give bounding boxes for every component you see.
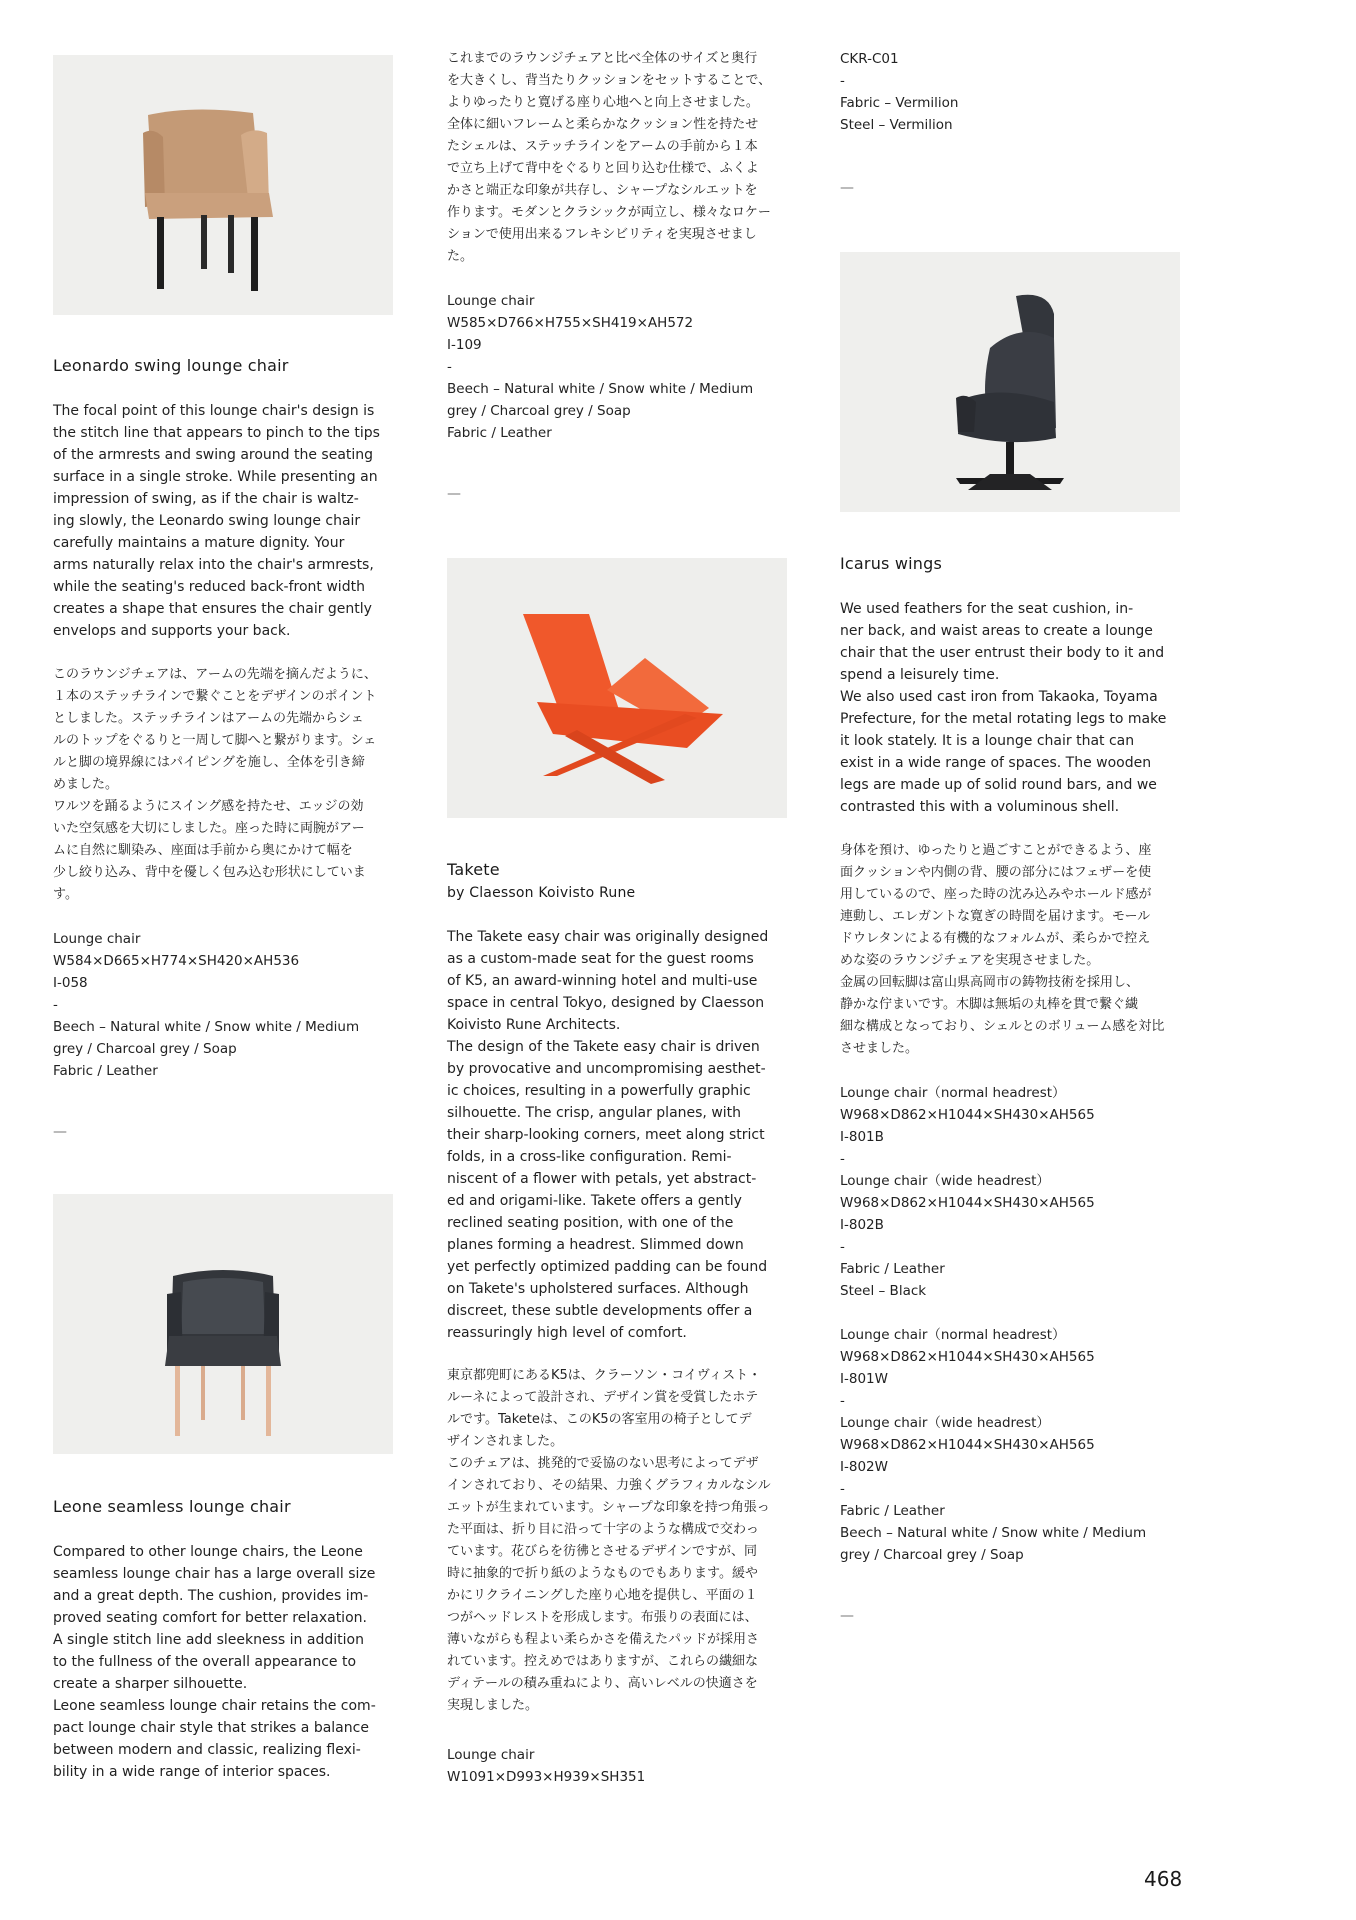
section-separator: —	[53, 1124, 67, 1140]
leone-chair-photo	[53, 1194, 393, 1454]
leonardo-chair-photo	[53, 55, 393, 315]
page-number: 468	[1144, 1867, 1183, 1891]
section-separator: —	[447, 486, 461, 502]
icarus-spec: Lounge chair（normal headrest） W968×D862×H1044×SH430×AH565 I-801B - Lounge chair（wide headrest） W968×D862×H1044×SH430×AH565 I-802B - Fabric / Leather Steel – Black Lounge chair（normal headrest） W968×D862×H1044×SH430×AH565 I-801W - Lounge chair（wide headrest） W968×D862×H1044×SH430×AH565 I-802W - Fabric / Leather Beech – Natural white / Snow white / Medium grey / Charcoal grey / Soap	[840, 1085, 1147, 1563]
leone-chair-image	[53, 1194, 393, 1454]
leonardo-title: Leonardo swing lounge chair	[53, 356, 289, 375]
takete-description-en: The Takete easy chair was originally designed as a custom-made seat for the guest rooms of K5, an award-winning hotel and multi-use space in central Tokyo, designed by Claesson Koivisto Rune Architects. The design of the Takete easy chair is driven by provocative and uncompromising aesthet- ic choices, resulting in a powerfully graphic silhouette. The crisp, angular planes, with their sharp-looking corners, meet along strict folds, in a cross-like configuration. Remi- niscent of a flower with petals, yet abstract- ed and origami-like. Takete offers a gently reclined seating position, with one of the planes forming a headrest. Slimmed down yet perfectly optimized padding can be found on Takete's upholstered surfaces. Although discreet, these subtle developments offer a reassuringly high level of comfort.	[447, 929, 769, 1341]
takete-chair-image	[447, 558, 787, 818]
icarus-description-jp: 身体を預け、ゆったりと過ごすことができるよう、座 面クッションや内側の背、腰の部分にはフェザーを使 用しているので、座った時の沈み込みやホールド感が 連動し、エレガントな寛ぎの時間を届けます。モール ドウレタンによる有機的なフォルムが、柔らかで控え めな姿のラウンジチェアを実現させました。 金属の回転脚は富山県高岡市の鋳物技術を採用し、 静かな佇まいです。木脚は無垢の丸棒を貫で繋ぐ繊 細な構成となっており、シェルとのボリューム感を対比 させました。	[840, 843, 1165, 1056]
takete-title: Takete	[447, 860, 500, 879]
leonardo-spec: Lounge chair W584×D665×H774×SH420×AH536 I-058 - Beech – Natural white / Snow white / Medium grey / Charcoal grey / Soap Fabric / Leather	[53, 931, 360, 1079]
leonardo-description-en: The focal point of this lounge chair's design is the stitch line that appears to pinch to the tips of the armrests and swing around the seating surface in a single stroke. While presenting an impression of swing, as if the chair is waltz- ing slowly, the Leonardo swing lounge chair carefully maintains a mature dignity. Your arms naturally relax into the chair's armrests, while the seating's reduced back-front width creates a shape that ensures the chair gently envelops and supports your back.	[53, 403, 380, 639]
takete-spec-cont: CKR-C01 - Fabric – Vermilion Steel – Vermilion	[840, 51, 959, 133]
leonardo-chair-image	[53, 55, 393, 315]
icarus-chair-photo	[840, 252, 1180, 512]
takete-description-jp: 東京都兜町にあるK5は、クラーソン・コイヴィスト・ ルーネによって設計され、デザイン賞を受賞したホテ ルです。Taketeは、このK5の客室用の椅子としてデ ザインされました。 このチェアは、挑発的で妥協のない思考によってデザ インされており、その結果、力強くグラフィカルなシル エットが生まれています。シャープな印象を持つ角張っ た平面は、折り目に沿って十字のような構成で交わっ ています。花びらを彷彿とさせるデザインですが、同 時に抽象的で折り紙のようなものでもあります。緩や かにリクライニングした座り心地を提供し、平面の１ つがヘッドレストを形成します。布張りの表面には、 薄いながらも程よい柔らかさを備えたパッドが採用さ れています。控えめではありますが、これらの繊細な ディテールの積み重ねにより、高いレベルの快適さを 実現しました。	[447, 1368, 771, 1713]
leone-spec: Lounge chair W585×D766×H755×SH419×AH572 I-109 - Beech – Natural white / Snow white / Medium grey / Charcoal grey / Soap Fabric / Leather	[447, 293, 754, 441]
leonardo-description-jp: このラウンジチェアは、アームの先端を摘んだように、 １本のステッチラインで繋ぐことをデザインのポイント としました。ステッチラインはアームの先端からシェ ルのトップをぐるりと一周して脚へと繋がります。シェ ルと脚の境界線にはパイピングを施し、全体を引き締 めました。 ワルツを踊るようにスイング感を持たせ、エッジの効 いた空気感を大切にしました。座った時に両腕がアー ムに自然に馴染み、座面は手前から奥にかけて幅を 少し絞り込み、背中を優しく包み込む形状にしていま す。	[53, 667, 377, 902]
leone-description-jp: これまでのラウンジチェアと比べ全体のサイズと奥行 を大きくし、背当たりクッションをセットすることで、 よりゆったりと寛げる座り心地へと向上させました。 全体に細いフレームと柔らかなクッション性を持たせ たシェルは、ステッチラインをアームの手前から１本 で立ち上げて背中をぐるりと回り込む仕様で、ふくよ かさと端正な印象が共存し、シャープなシルエットを 作ります。モダンとクラシックが両立し、様々なロケー ションで使用出来るフレキシビリティを実現させまし た。	[447, 51, 772, 264]
takete-spec: Lounge chair W1091×D993×H939×SH351	[447, 1747, 646, 1785]
takete-designer: by Claesson Koivisto Rune	[447, 885, 636, 901]
leone-description-en: Compared to other lounge chairs, the Leone seamless lounge chair has a large overall size and a great depth. The cushion, provides im- proved seating comfort for better relaxation. A single stitch line add sleekness in addition to the fullness of the overall appearance to create a sharper silhouette. Leone seamless lounge chair retains the com- pact lounge chair style that strikes a balance between modern and classic, realizing flexi- bility in a wide range of interior spaces.	[53, 1544, 376, 1780]
icarus-chair-image	[840, 252, 1180, 512]
section-separator: —	[840, 180, 854, 196]
icarus-title: Icarus wings	[840, 554, 943, 573]
icarus-description-en: We used feathers for the seat cushion, in- ner back, and waist areas to create a lounge chair that the user entrust their body to it and spend a leisurely time. We also used cast iron from Takaoka, Toyama Prefecture, for the metal rotating legs to make it look stately. It is a lounge chair that can exist in a wide range of spaces. The wooden legs are made up of solid round bars, and we contrasted this with a voluminous shell.	[840, 601, 1167, 815]
takete-chair-photo	[447, 558, 787, 818]
section-separator: —	[840, 1608, 854, 1624]
leone-title: Leone seamless lounge chair	[53, 1497, 291, 1516]
